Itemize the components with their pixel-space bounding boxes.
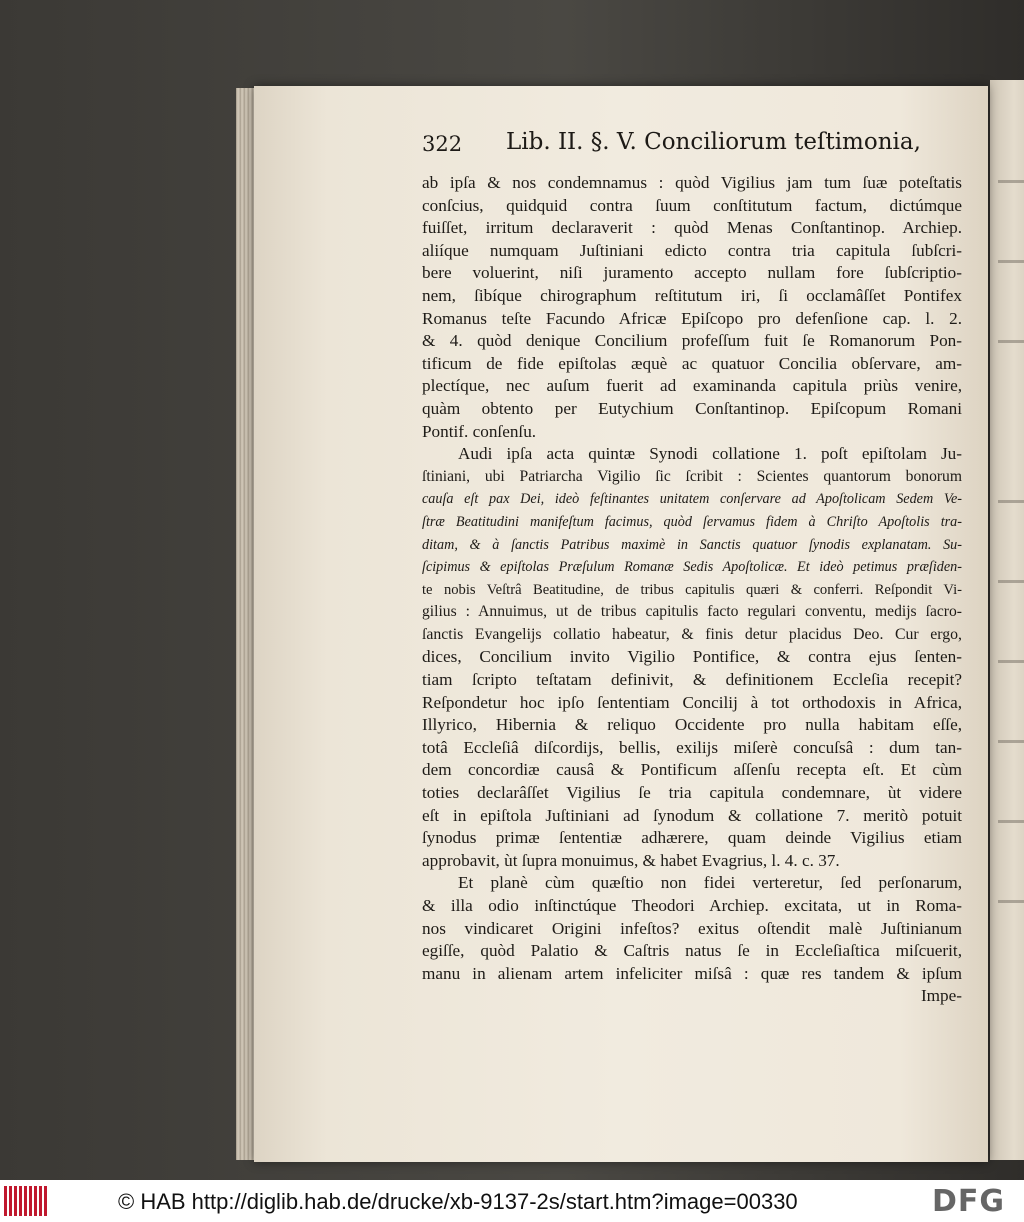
text-line: nos vindicaret Origini infeſtos? exitus oſtendit malè Juſtinianum [422, 918, 962, 938]
text-line: ſynodus primæ ſententiæ adhærere, quam deinde Vigilius etiam [422, 828, 962, 848]
text-line: bere voluerint, niſi juramento accepto nullam fore ſubſcriptio- [422, 263, 962, 283]
text-line: approbavit, ùt ſupra monuimus, & habet Evagrius, l. 4. c. 37. [422, 850, 840, 870]
text-line: Reſpondetur hoc ipſo ſententiam Concilij à tot orthodoxis in Africa, [422, 692, 962, 712]
dfg-logo: DFG [932, 1184, 1006, 1219]
ghost-text [998, 500, 1024, 503]
text-line: quàm obtento per Eutychium Conſtantinop. Epiſcopum Romani [422, 398, 962, 418]
text-line: ſcipimus & epiſtolas Præſulum Romanæ Sedis Apoſtolicæ. Et ideò petimus præſiden- [422, 559, 962, 576]
text-line: ſtiniani, ubi Patriarcha Vigilio ſic ſcribit : Scientes quantorum bonorum [422, 467, 962, 485]
text-line: ditam, & à ſanctis Patribus maximè in Sanctis quatuor ſynodis explanatam. Su- [422, 536, 962, 553]
hab-logo-icon [4, 1186, 48, 1216]
ghost-text [998, 900, 1024, 903]
text-line: Romanus teſte Facundo Africæ Epiſcopo pro defenſione cap. l. 2. [422, 308, 962, 328]
ghost-text [998, 740, 1024, 743]
text-line: plectíque, nec auſum fuerit ad examinanda capitula priùs venire, [422, 376, 962, 396]
text-line: Pontif. conſenſu. [422, 421, 537, 441]
text-line: & 4. quòd denique Concilium profeſſum fuit ſe Romanorum Pon- [422, 331, 962, 351]
page-number: 322 [422, 132, 463, 156]
text-line: Audi ipſa acta quintæ Synodi collatione 1. poſt epiſtolam Ju- [458, 444, 962, 464]
body-text [422, 172, 962, 1008]
text-line: tiam ſcripto teſtatam definivit, & definitionem Eccleſia recepit? [422, 670, 962, 690]
running-head [422, 129, 982, 166]
text-line: tificum de fide epiſtolas æquè ac quatuor Concilia obſervare, am- [422, 353, 962, 373]
ghost-text [998, 340, 1024, 343]
text-line: dem concordiæ causâ & Pontificum aſſenſu recepta eſt. Et cùm [422, 760, 962, 780]
text-line: gilius : Annuimus, ut de tribus capitulis facto regulari conventu, medijs ſacro- [422, 603, 962, 621]
facing-page-edge [990, 80, 1024, 1160]
book-page-edge [236, 88, 256, 1160]
text-line: fuiſſet, irritum declaraverit : quòd Menas Conſtantinop. Archiep. [422, 218, 962, 238]
text-line: ab ipſa & nos condemnamus : quòd Vigilius jam tum ſuæ poteſtatis [422, 173, 962, 192]
text-line: ſtræ Beatitudini manifeſtum facimus, quòd ſervamus fidem à Chriſto Apoſtolis tra- [422, 513, 962, 530]
text-line: toties declarâſſet Vigilius ſe tria capitula condemnare, ùt videre [422, 783, 962, 803]
text-line: aliíque numquam Juſtiniani edicto contra tria capitula ſubſcri- [422, 240, 962, 260]
text-line: Illyrico, Hibernia & reliquo Occidente pro nulla habitam eſſe, [422, 715, 962, 735]
text-line: & illa odio inſtinctúque Theodori Archiep. excitata, ut in Roma- [422, 896, 962, 915]
text-line: eſt in epiſtola Juſtiniani ad ſynodum & collatione 7. meritò potuit [422, 805, 962, 825]
ghost-text [998, 820, 1024, 823]
text-line: egiſſe, quòd Palatio & Caſtris natus ſe in Eccleſiaſtica miſcuerit, [422, 941, 962, 961]
text-line: Et planè cùm quæſtio non fidei verteretur, ſed perſonarum, [458, 873, 962, 893]
catchword: Impe- [920, 986, 962, 1006]
ghost-text [998, 580, 1024, 583]
text-line: manu in alienam artem infeliciter miſsâ : quæ res tandem & ipſum [422, 963, 962, 983]
ghost-text [998, 660, 1024, 663]
viewer-footer [0, 1180, 1024, 1222]
copyright-link[interactable]: © HAB http://diglib.hab.de/drucke/xb-9137-2s/start.htm?image=00330 [118, 1189, 798, 1214]
ghost-text [998, 260, 1024, 263]
text-line: conſcius, quidquid contra ſuum conſtitutum factum, dictúmque [422, 195, 962, 215]
running-head-title: Lib. II. §. V. Conciliorum teſtimonia, [506, 129, 921, 155]
ghost-text [998, 180, 1024, 183]
text-line: dices, Concilium invito Vigilio Pontifice, & contra ejus ſenten- [422, 647, 962, 667]
text-line: te nobis Veſtrâ Beatitudine, de tribus capitulis quæri & conferri. Reſpondit Vi- [422, 581, 962, 598]
text-line: totâ Eccleſiâ diſcordijs, bellis, exilijs miſerè concuſsâ : dum tan- [422, 737, 962, 757]
text-line: nem, ſibíque chirographum reſtitutum iri, ſi occlamâſſet Pontifex [422, 285, 962, 305]
text-line: ſanctis Evangelijs collatio habeatur, & finis detur placidus Deo. Cur ergo, [422, 625, 962, 643]
text-line: cauſa eſt pax Dei, ideò feſtinantes unitatem conſervare ad Apoſtolicam Sedem Ve- [422, 491, 962, 508]
